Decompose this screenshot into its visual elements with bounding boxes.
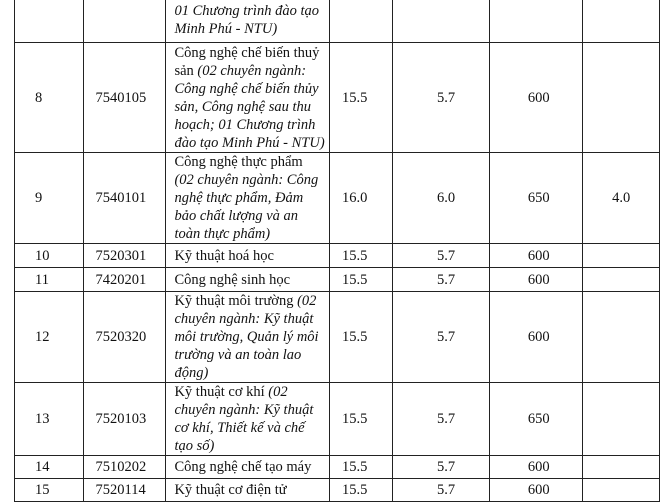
- table-row: [15, 292, 660, 383]
- program-code: 7540101: [83, 153, 166, 244]
- row-index: 11: [15, 268, 84, 292]
- table-row: [15, 268, 660, 292]
- score-3: 600: [489, 456, 582, 479]
- score-2: 5.7: [392, 292, 489, 383]
- score-2: 5.7: [392, 456, 489, 479]
- program-name: [166, 383, 330, 456]
- program-name-detail: (02 chuyên ngành: Công nghệ chế biến thủy sản, Công nghệ sau thu hoạch; 01 Chương trình đào tạo Minh Phú - NTU): [174, 62, 325, 151]
- score-2: 5.7: [392, 244, 489, 268]
- score-4: [583, 292, 660, 383]
- row-index: 15: [15, 479, 84, 502]
- program-name-main: Kỹ thuật cơ khí: [174, 384, 265, 400]
- score-3: 600: [489, 292, 582, 383]
- score-1: [329, 0, 392, 43]
- row-index: 13: [15, 383, 84, 456]
- row-index: 10: [15, 244, 84, 268]
- program-name: [166, 268, 330, 292]
- row-index: [15, 0, 84, 43]
- score-3: 650: [489, 153, 582, 244]
- program-name-main: Kỹ thuật cơ điện tử: [174, 482, 287, 498]
- score-2: 6.0: [392, 153, 489, 244]
- table-row: [15, 456, 660, 479]
- score-1: 15.5: [329, 292, 392, 383]
- score-1: 15.5: [329, 456, 392, 479]
- program-name-detail: (02 chuyên ngành: Kỹ thuật môi trường, Quản lý môi trường và an toàn lao động): [174, 293, 319, 381]
- score-3: 600: [489, 43, 582, 153]
- program-name-detail: (02 chuyên ngành: Công nghệ thực phẩm, Đảm bảo chất lượng và an toàn thực phẩm): [174, 172, 319, 242]
- score-3: 650: [489, 383, 582, 456]
- score-2: 5.7: [392, 43, 489, 153]
- score-4: [583, 383, 660, 456]
- row-index: 14: [15, 456, 84, 479]
- score-3: [489, 0, 582, 43]
- program-code: 7520114: [83, 479, 166, 502]
- program-name: [166, 43, 330, 153]
- program-code: 7510202: [83, 456, 166, 479]
- score-1: 16.0: [329, 153, 392, 244]
- program-name-main: Công nghệ sinh học: [174, 271, 291, 288]
- table-row: [15, 153, 660, 244]
- row-index: 8: [15, 43, 84, 153]
- program-name: [166, 0, 330, 43]
- program-code: 7520103: [83, 383, 166, 456]
- program-name: [166, 292, 330, 383]
- program-code: 7520301: [83, 244, 166, 268]
- score-4: [583, 268, 660, 292]
- table-row: [15, 479, 660, 502]
- program-name-main: Kỹ thuật hoá học: [174, 247, 274, 264]
- score-4: [583, 0, 660, 43]
- table-row: [15, 383, 660, 456]
- score-1: 15.5: [329, 244, 392, 268]
- program-name: [166, 456, 330, 479]
- program-name: [166, 479, 330, 502]
- score-3: 600: [489, 244, 582, 268]
- program-name-detail: 01 Chương trình đào tạo Minh Phú - NTU): [174, 3, 319, 37]
- table-row: [15, 244, 660, 268]
- program-code: 7520320: [83, 292, 166, 383]
- score-1: 15.5: [329, 479, 392, 502]
- table-row: [15, 0, 660, 43]
- score-2: 5.7: [392, 383, 489, 456]
- score-4: [583, 456, 660, 479]
- score-4: 4.0: [583, 153, 660, 244]
- score-1: 15.5: [329, 383, 392, 456]
- program-code: [83, 0, 166, 43]
- score-1: 15.5: [329, 268, 392, 292]
- score-3: 600: [489, 268, 582, 292]
- program-name-main: Công nghệ chế biến thuỷ sản: [174, 44, 320, 79]
- score-2: [392, 0, 489, 43]
- score-4: [583, 43, 660, 153]
- program-code: 7420201: [83, 268, 166, 292]
- admission-score-table: [14, 0, 660, 502]
- score-4: [583, 244, 660, 268]
- score-1: 15.5: [329, 43, 392, 153]
- program-name-main: Kỹ thuật môi trường: [174, 293, 294, 309]
- row-index: 12: [15, 292, 84, 383]
- score-4: [583, 479, 660, 502]
- row-index: 9: [15, 153, 84, 244]
- program-name: [166, 153, 330, 244]
- program-name-main: Công nghệ chế tạo máy: [174, 459, 312, 475]
- program-code: 7540105: [83, 43, 166, 153]
- score-2: 5.7: [392, 268, 489, 292]
- program-name-main: Công nghệ thực phẩm: [174, 154, 303, 170]
- program-name: [166, 244, 330, 268]
- table-row: [15, 43, 660, 153]
- score-2: 5.7: [392, 479, 489, 502]
- program-name-detail: (02 chuyên ngành: Kỹ thuật cơ khí, Thiết kế và chế tạo số): [174, 384, 314, 454]
- score-3: 600: [489, 479, 582, 502]
